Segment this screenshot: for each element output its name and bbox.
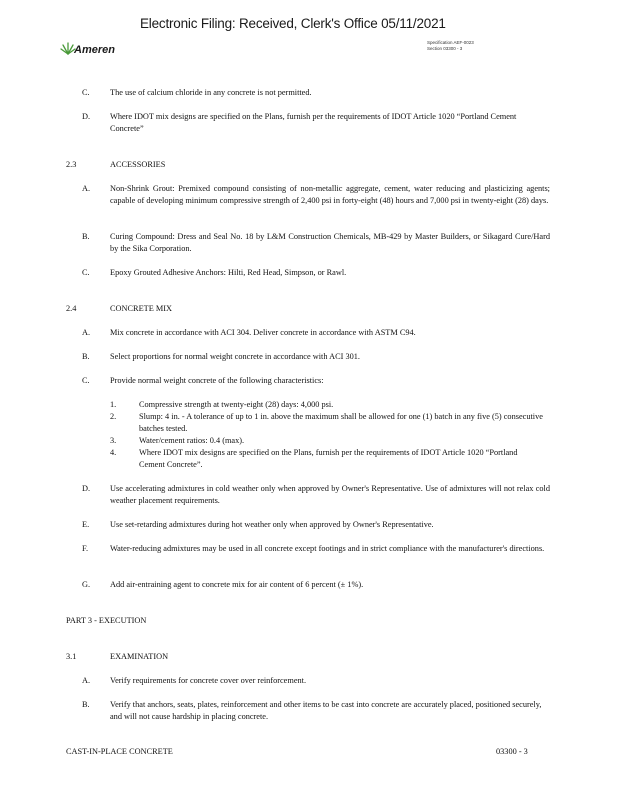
section-number: 2.3 bbox=[66, 160, 77, 169]
item-text: Non-Shrink Grout: Premixed compound consisting of non-metallic aggregate, cement, water reducing and plasticizing agents; capable of developing minimum compressive strength of 2,400 psi in forty-eight (48) hours and 7,000 psi in twenty-eight (28) days. bbox=[110, 184, 550, 205]
subitem-text: Where IDOT mix designs are specified on the Plans, furnish per the requirements of IDOT Article 1020 “Portland Cement Concrete”. bbox=[139, 448, 518, 469]
item-label: C. bbox=[82, 88, 90, 97]
item-label: A. bbox=[82, 328, 91, 337]
item-label: D. bbox=[82, 484, 91, 493]
item-text: Verify requirements for concrete cover over reinforcement. bbox=[110, 676, 307, 685]
subitem-text: Compressive strength at twenty-eight (28) days: 4,000 psi. bbox=[139, 400, 334, 409]
item-label: F. bbox=[82, 544, 89, 553]
item-label: B. bbox=[82, 700, 90, 709]
item-text: Select proportions for normal weight concrete in accordance with ACI 301. bbox=[110, 352, 360, 361]
subitem-label: 1. bbox=[110, 400, 117, 409]
item-label: A. bbox=[82, 184, 91, 193]
spec-line-1: Specification AEF-0023 bbox=[427, 40, 474, 45]
subitem-text: Water/cement ratios: 0.4 (max). bbox=[139, 436, 245, 445]
section-title: CONCRETE MIX bbox=[110, 304, 172, 313]
item-label: C. bbox=[82, 376, 90, 385]
item-text: Epoxy Grouted Adhesive Anchors: Hilti, Red Head, Simpson, or Rawl. bbox=[110, 268, 347, 277]
item-text: Provide normal weight concrete of the following characteristics: bbox=[110, 376, 324, 385]
item-label: G. bbox=[82, 580, 91, 589]
item-label: B. bbox=[82, 352, 90, 361]
subitem-label: 2. bbox=[110, 412, 117, 421]
footer-title: CAST-IN-PLACE CONCRETE bbox=[66, 747, 173, 756]
part-title: PART 3 - EXECUTION bbox=[66, 616, 147, 625]
section-title: EXAMINATION bbox=[110, 652, 169, 661]
subitem-label: 3. bbox=[110, 436, 117, 445]
filing-stamp: Electronic Filing: Received, Clerk's Office 05/11/2021 bbox=[140, 16, 446, 31]
spec-line-2: Section 03300 - 3 bbox=[427, 46, 463, 51]
page-number: 03300 - 3 bbox=[496, 747, 528, 756]
item-text: Water-reducing admixtures may be used in all concrete except footings and in strict compliance with the manufacturer's directions. bbox=[110, 544, 545, 553]
section-number: 2.4 bbox=[66, 304, 77, 313]
item-text: The use of calcium chloride in any concrete is not permitted. bbox=[110, 88, 312, 97]
ameren-logo bbox=[60, 38, 130, 60]
item-text: Verify that anchors, seats, plates, reinforcement and other items to be cast into concrete are accurately placed, positioned securely, and will not cause hardship in placing concrete. bbox=[110, 700, 542, 721]
item-label: C. bbox=[82, 268, 90, 277]
section-number: 3.1 bbox=[66, 652, 77, 661]
item-text: Where IDOT mix designs are specified on the Plans, furnish per the requirements of IDOT Article 1020 “Portland Cement Concrete” bbox=[110, 112, 517, 133]
subitem-text: Slump: 4 in. - A tolerance of up to 1 in. above the maximum shall be allowed for one (1) batch in any five (5) consecutive batches tested. bbox=[139, 412, 543, 433]
item-text: Use set-retarding admixtures during hot weather only when approved by Owner's Representative. bbox=[110, 520, 434, 529]
subitem-label: 4. bbox=[110, 448, 117, 457]
section-title: ACCESSORIES bbox=[110, 160, 166, 169]
item-label: E. bbox=[82, 520, 90, 529]
item-text: Mix concrete in accordance with ACI 304. Deliver concrete in accordance with ASTM C94. bbox=[110, 328, 416, 337]
item-text: Curing Compound: Dress and Seal No. 18 by L&M Construction Chemicals, MB-429 by Master Builders, or Sikagard Cure/Hard by the Sika Corporation. bbox=[110, 232, 550, 253]
item-label: D. bbox=[82, 112, 91, 121]
spec-reference bbox=[427, 40, 474, 52]
item-text: Add air-entraining agent to concrete mix for air content of 6 percent (± 1%). bbox=[110, 580, 364, 589]
item-text: Use accelerating admixtures in cold weather only when approved by Owner's Representative. Use of admixtures will not relax cold weather placement requirements. bbox=[110, 484, 550, 505]
item-label: B. bbox=[82, 232, 90, 241]
item-label: A. bbox=[82, 676, 91, 685]
logo-wordmark: Ameren bbox=[74, 44, 115, 56]
